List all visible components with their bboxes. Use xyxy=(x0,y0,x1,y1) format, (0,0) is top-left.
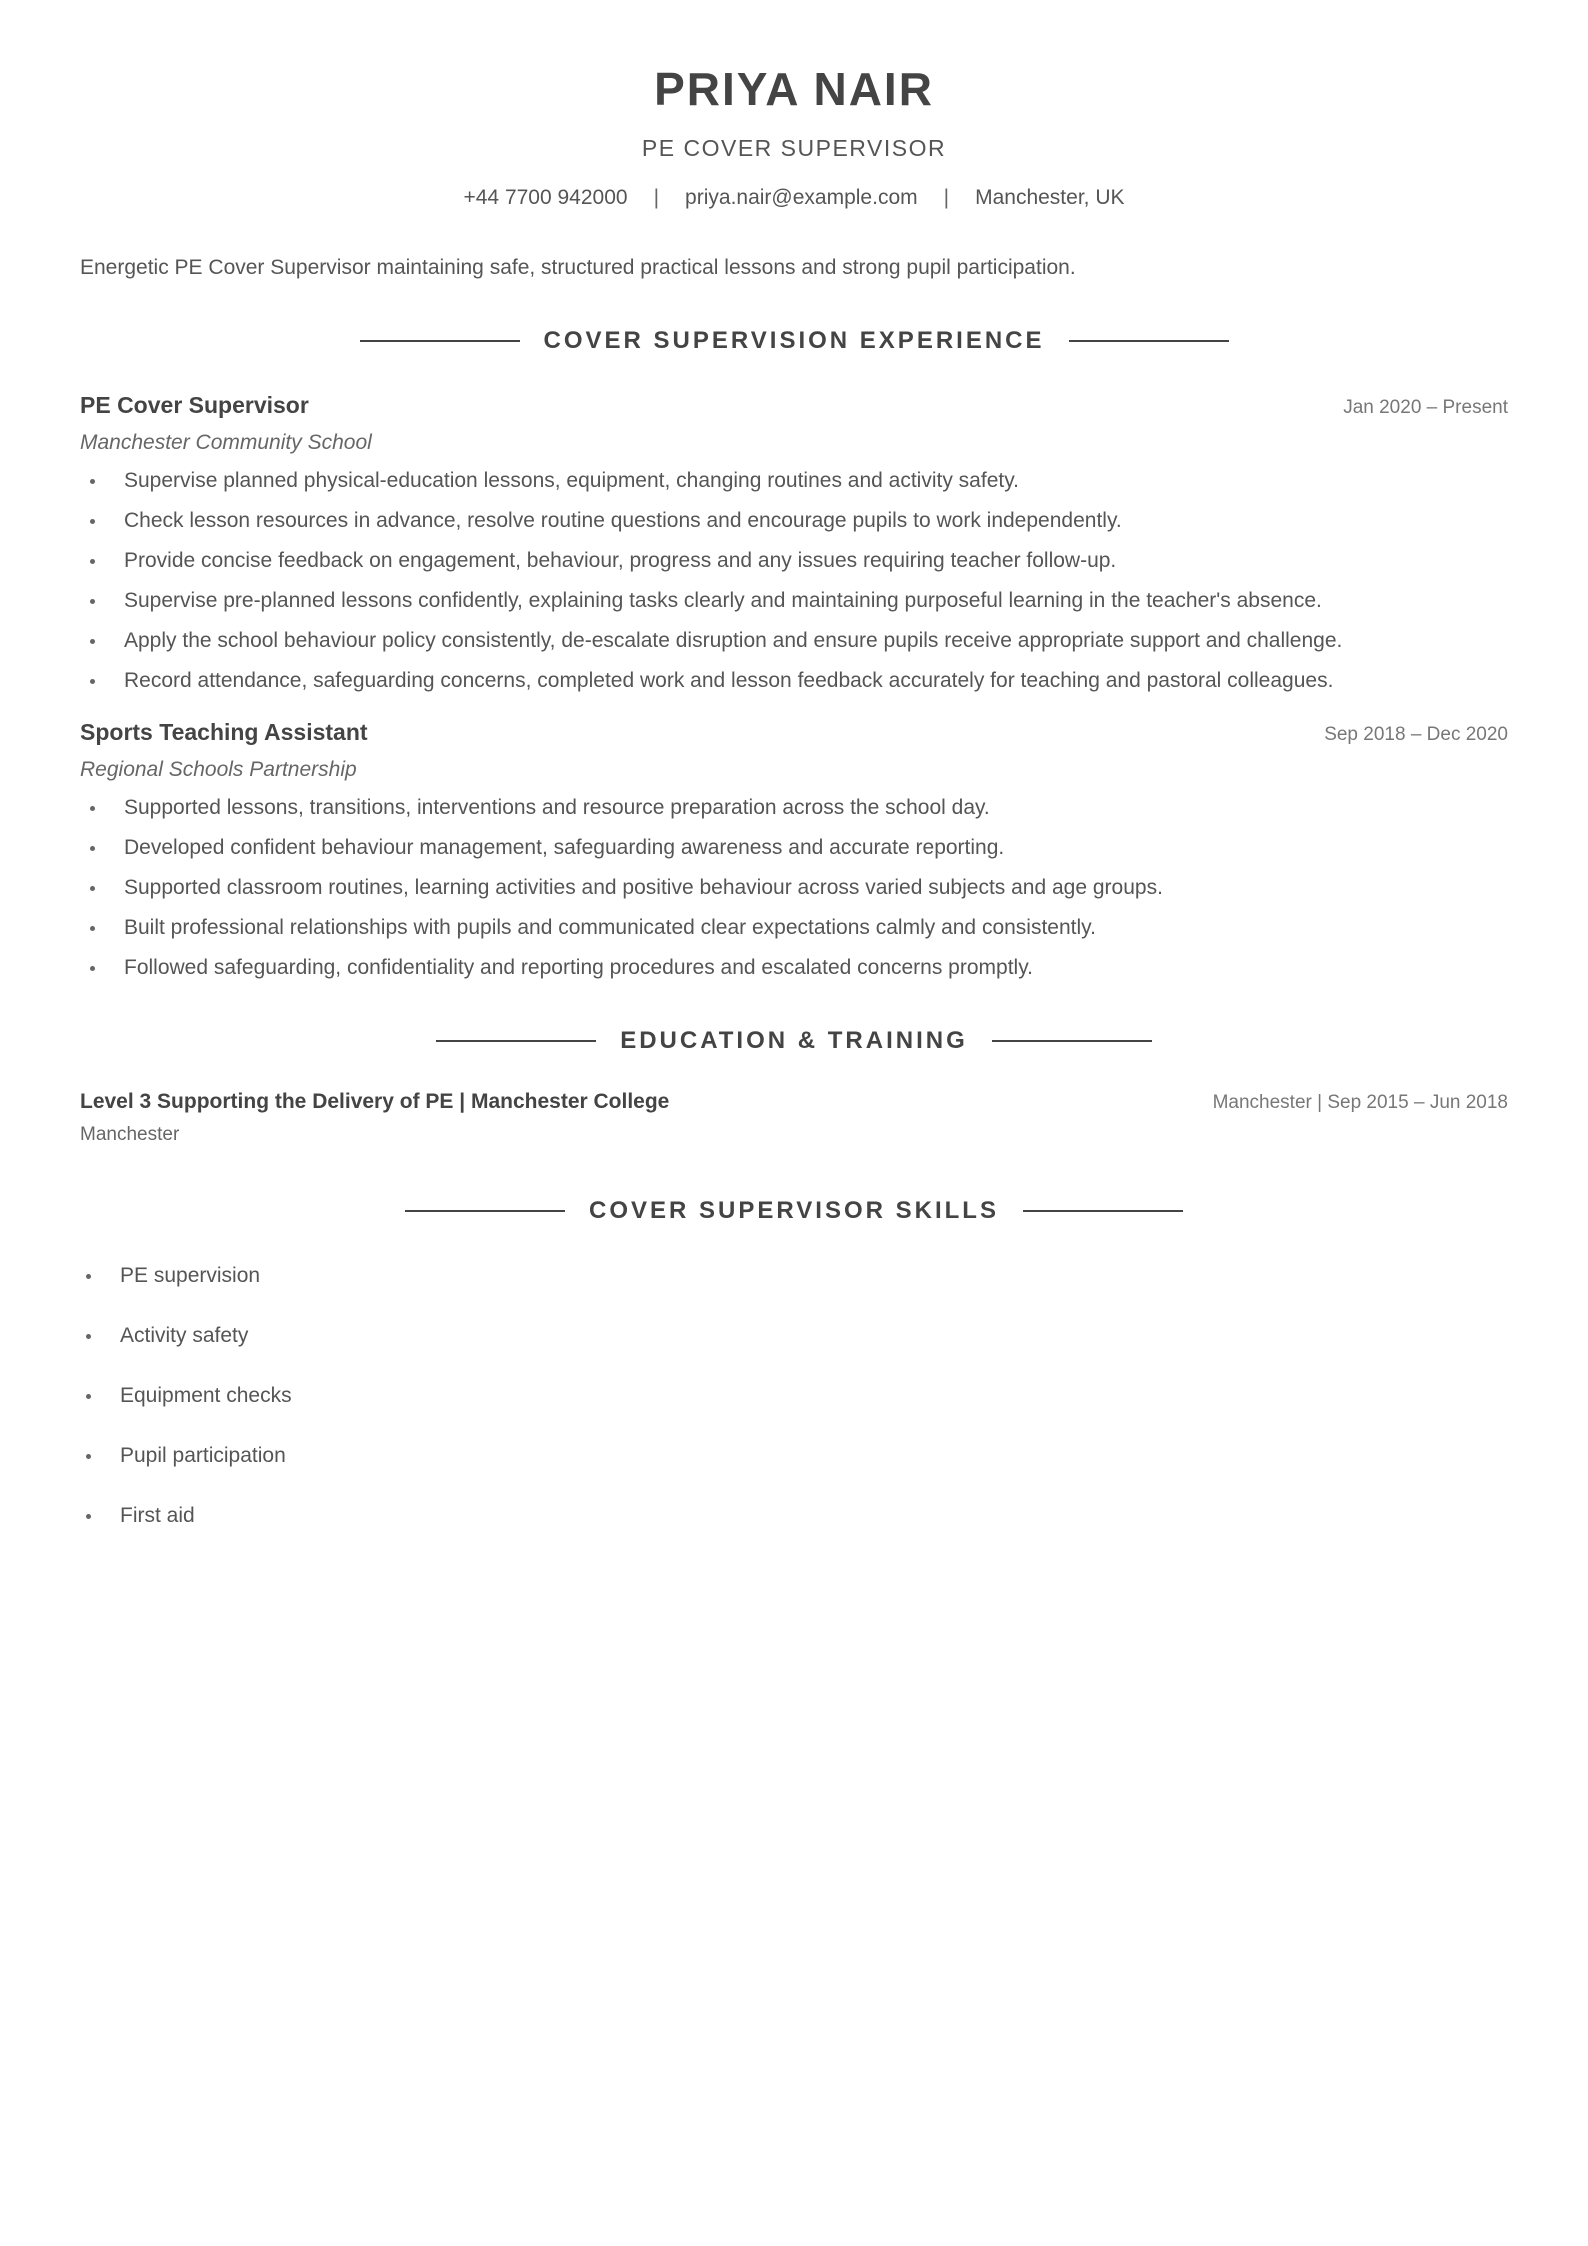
section-heading-skills xyxy=(80,1196,1508,1226)
heading-rule xyxy=(360,340,520,342)
job-responsibilities xyxy=(80,794,1508,982)
education-entry xyxy=(80,1088,1508,1148)
skill-item: First aid xyxy=(80,1502,1508,1530)
list-item: Built professional relationships with pupils and communicated clear expectations calmly and consistently. xyxy=(80,914,1508,942)
list-item: Supervise pre-planned lessons confidently, explaining tasks clearly and maintaining purposeful learning in the teacher's absence. xyxy=(80,587,1508,615)
heading-rule xyxy=(1069,340,1229,342)
contact-separator: | xyxy=(653,186,660,209)
section-heading-label: COVER SUPERVISOR SKILLS xyxy=(589,1197,999,1224)
list-item: Supported classroom routines, learning activities and positive behaviour across varied subjects and age groups. xyxy=(80,874,1508,902)
contact-phone: +44 7700 942000 xyxy=(463,186,628,209)
job-responsibilities xyxy=(80,467,1508,695)
heading-rule xyxy=(405,1210,565,1212)
list-item: Check lesson resources in advance, resolve routine questions and encourage pupils to work independently. xyxy=(80,507,1508,535)
qualification-title: Level 3 Supporting the Delivery of PE | Manchester College xyxy=(80,1090,670,1113)
contact-separator: | xyxy=(943,186,950,209)
contact-line xyxy=(80,184,1508,212)
section-heading-experience xyxy=(80,326,1508,356)
job-dates: Jan 2020 – Present xyxy=(1343,397,1508,418)
section-heading-label: COVER SUPERVISION EXPERIENCE xyxy=(543,327,1045,354)
skill-item: Pupil participation xyxy=(80,1442,1508,1470)
list-item: Apply the school behaviour policy consistently, de-escalate disruption and ensure pupils receive appropriate support and challenge. xyxy=(80,627,1508,655)
job-organisation: Regional Schools Partnership xyxy=(80,758,357,781)
candidate-name: PRIYA NAIR xyxy=(654,63,934,115)
heading-rule xyxy=(1023,1210,1183,1212)
list-item: Developed confident behaviour management, safeguarding awareness and accurate reporting. xyxy=(80,834,1508,862)
job-dates: Sep 2018 – Dec 2020 xyxy=(1324,724,1508,745)
skill-item: Equipment checks xyxy=(80,1382,1508,1410)
list-item: Followed safeguarding, confidentiality and reporting procedures and escalated concerns promptly. xyxy=(80,954,1508,982)
list-item: Provide concise feedback on engagement, behaviour, progress and any issues requiring teacher follow-up. xyxy=(80,547,1508,575)
skills-list xyxy=(80,1262,1508,1530)
job-entry xyxy=(80,717,1508,982)
section-heading-label: EDUCATION & TRAINING xyxy=(620,1027,968,1054)
list-item: Supported lessons, transitions, interventions and resource preparation across the school day. xyxy=(80,794,1508,822)
job-organisation: Manchester Community School xyxy=(80,431,372,454)
qualification-meta: Manchester | Sep 2015 – Jun 2018 xyxy=(1212,1092,1508,1113)
skill-item: PE supervision xyxy=(80,1262,1508,1290)
heading-rule xyxy=(992,1040,1152,1042)
contact-location: Manchester, UK xyxy=(975,186,1125,209)
profile-summary: Energetic PE Cover Supervisor maintaining safe, structured practical lessons and strong pupil participation. xyxy=(80,256,1076,279)
skill-item: Activity safety xyxy=(80,1322,1508,1350)
list-item: Record attendance, safeguarding concerns, completed work and lesson feedback accurately for teaching and pastoral colleagues. xyxy=(80,667,1508,695)
qualification-location: Manchester xyxy=(80,1124,180,1145)
heading-rule xyxy=(436,1040,596,1042)
section-heading-education xyxy=(80,1026,1508,1056)
job-entry xyxy=(80,390,1508,695)
list-item: Supervise planned physical-education lessons, equipment, changing routines and activity safety. xyxy=(80,467,1508,495)
job-title: PE Cover Supervisor xyxy=(80,392,309,418)
candidate-headline: PE COVER SUPERVISOR xyxy=(641,135,947,161)
contact-email: priya.nair@example.com xyxy=(685,186,918,209)
job-title: Sports Teaching Assistant xyxy=(80,719,368,745)
